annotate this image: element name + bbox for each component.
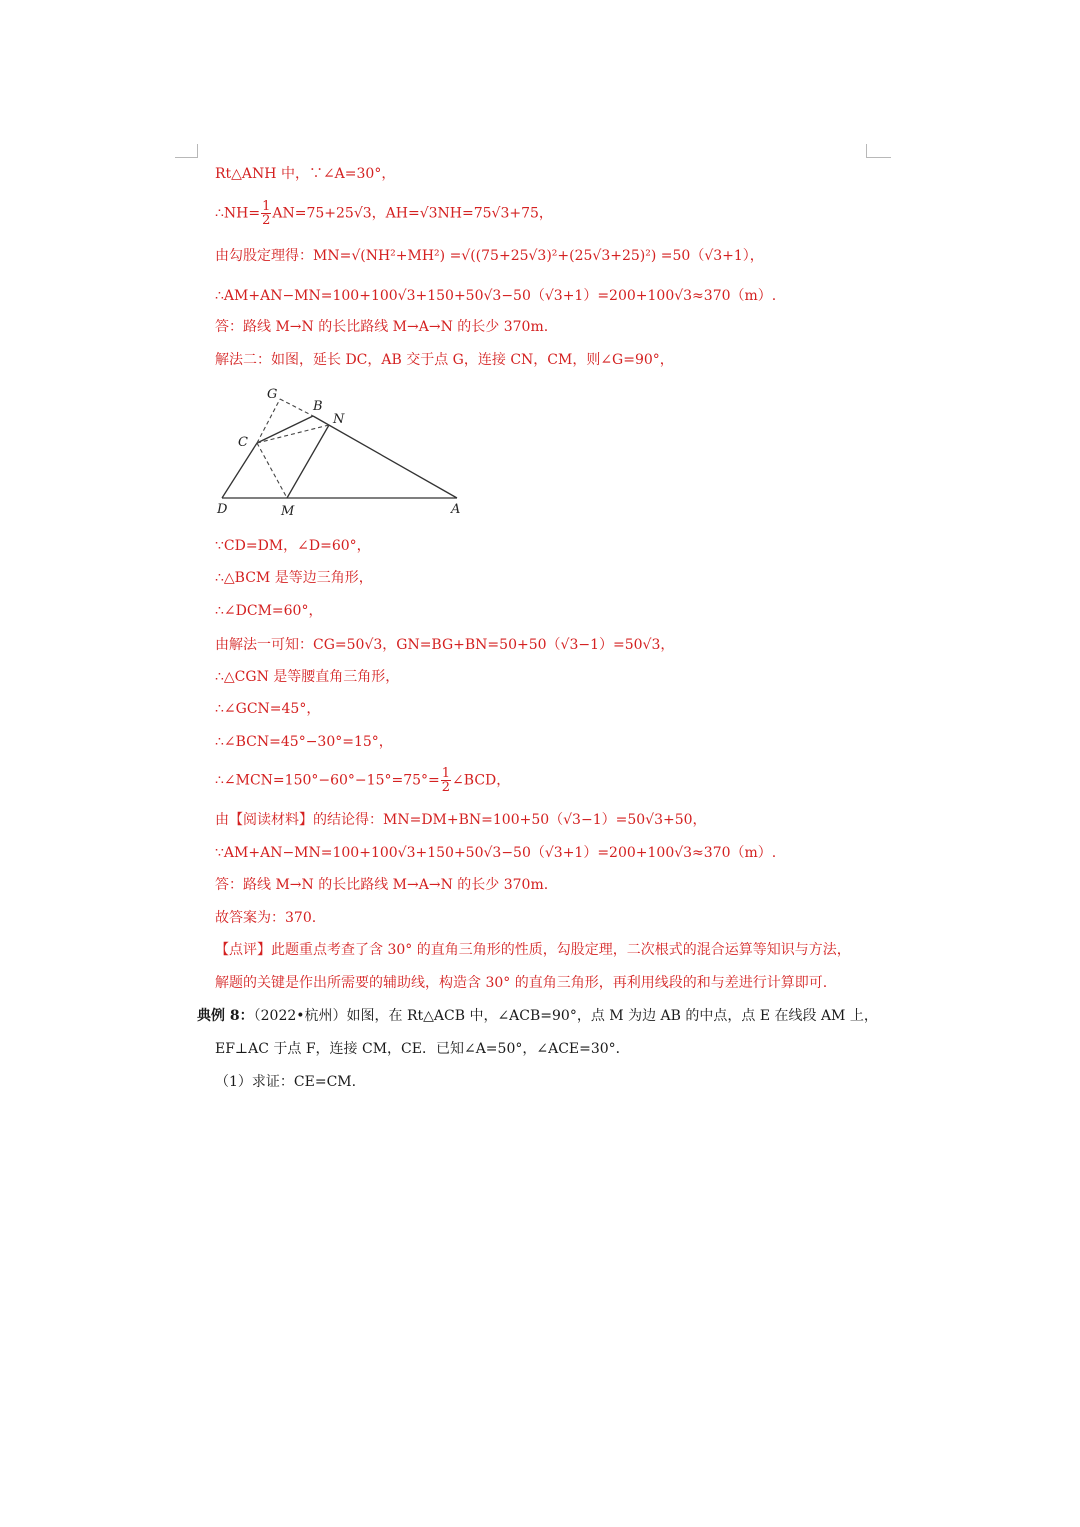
text-line-9: ∴∠DCM=60°， bbox=[215, 603, 323, 619]
segment-DC bbox=[222, 443, 257, 498]
segment-CN-dashed bbox=[257, 425, 329, 443]
text-line-6: 解法二：如图，延长 DC，AB 交于点 G，连接 CN，CM，则∠G=90°， bbox=[215, 352, 674, 368]
comment-line-1: 【点评】此题重点考查了含 30° 的直角三角形的性质，勾股定理，二次根式的混合运算等知识与方法， bbox=[215, 942, 851, 958]
label-B: B bbox=[313, 399, 323, 414]
text-line-14 bbox=[215, 767, 510, 794]
text-line-5: 答：路线 M→N 的长比路线 M→A→N 的长少 370m. bbox=[215, 319, 549, 335]
text-line-18: 故答案为：370. bbox=[215, 910, 317, 926]
label-M: M bbox=[281, 504, 295, 519]
text-line-4: ∴AM+AN−MN=100+100√3+150+50√3−50（√3+1）=200+100√3≈370（m）. bbox=[215, 288, 777, 304]
crop-mark-top-left bbox=[175, 144, 198, 158]
segment-MN bbox=[287, 425, 329, 498]
geometry-figure bbox=[205, 380, 475, 520]
text-line-12: ∴∠GCN=45°， bbox=[215, 701, 321, 717]
text-line-2 bbox=[215, 200, 553, 227]
text-line-17: 答：路线 M→N 的长比路线 M→A→N 的长少 370m. bbox=[215, 877, 549, 893]
text-line-16: ∵AM+AN−MN=100+100√3+150+50√3−50（√3+1）=200+100√3≈370（m）. bbox=[215, 845, 777, 861]
segment-CG-dashed bbox=[257, 399, 280, 443]
segment-BA bbox=[313, 416, 457, 498]
segment-CM-dashed bbox=[257, 443, 287, 498]
fraction-numerator: 1 bbox=[262, 199, 271, 214]
text-line-15: 由【阅读材料】的结论得：MN=DM+BN=100+50（√3−1）=50√3+50， bbox=[215, 812, 707, 828]
text-line-7: ∵CD=DM，∠D=60°， bbox=[215, 538, 371, 554]
label-G: G bbox=[267, 387, 278, 402]
example-label: 典例 8： bbox=[197, 1008, 254, 1024]
text-line-3: 由勾股定理得：MN=√(NH²+MH²) =√((75+25√3)²+(25√3+25)²) =50（√3+1）， bbox=[215, 248, 764, 264]
example-text: （2022•杭州）如图，在 Rt△ACB 中，∠ACB=90°，点 M 为边 AB 的中点，点 E 在线段 AM 上， bbox=[253, 1008, 878, 1024]
fraction-denominator: 2 bbox=[262, 213, 271, 228]
text-line-8: ∴△BCM 是等边三角形， bbox=[215, 570, 373, 586]
label-C: C bbox=[238, 435, 248, 450]
label-A: A bbox=[451, 502, 461, 517]
fraction-numerator-2: 1 bbox=[441, 766, 451, 781]
text-line-11: ∴△CGN 是等腰直角三角形， bbox=[215, 669, 400, 685]
text-line-14-end: ∠BCD， bbox=[452, 772, 511, 789]
text-line-2-start: ∴NH= bbox=[215, 205, 261, 222]
text-line-14-start: ∴∠MCN=150°−60°−15°=75°= bbox=[215, 772, 440, 789]
fraction-half-2 bbox=[441, 767, 451, 794]
example-8-heading bbox=[197, 1007, 878, 1025]
fraction-denominator-2: 2 bbox=[441, 780, 451, 795]
crop-mark-top-right bbox=[866, 144, 891, 158]
text-line-2-end: AN=75+25√3，AH=√3NH=75√3+75， bbox=[272, 205, 553, 222]
text-line-10: 由解法一可知：CG=50√3，GN=BG+BN=50+50（√3−1）=50√3， bbox=[215, 637, 675, 653]
fraction-half bbox=[261, 200, 271, 227]
example-line-2: EF⊥AC 于点 F，连接 CM，CE．已知∠A=50°，∠ACE=30°． bbox=[215, 1041, 630, 1057]
text-line-13: ∴∠BCN=45°−30°=15°， bbox=[215, 734, 393, 750]
segment-CB bbox=[257, 416, 313, 443]
label-N: N bbox=[333, 412, 345, 427]
segment-GB-dashed bbox=[280, 399, 313, 416]
label-D: D bbox=[217, 502, 228, 517]
comment-line-2: 解题的关键是作出所需要的辅助线，构造含 30° 的直角三角形，再利用线段的和与差进行计算即可. bbox=[215, 975, 828, 991]
example-question-1: （1）求证：CE=CM. bbox=[215, 1074, 357, 1090]
text-line-1: Rt△ANH 中，∵∠A=30°， bbox=[215, 166, 396, 182]
